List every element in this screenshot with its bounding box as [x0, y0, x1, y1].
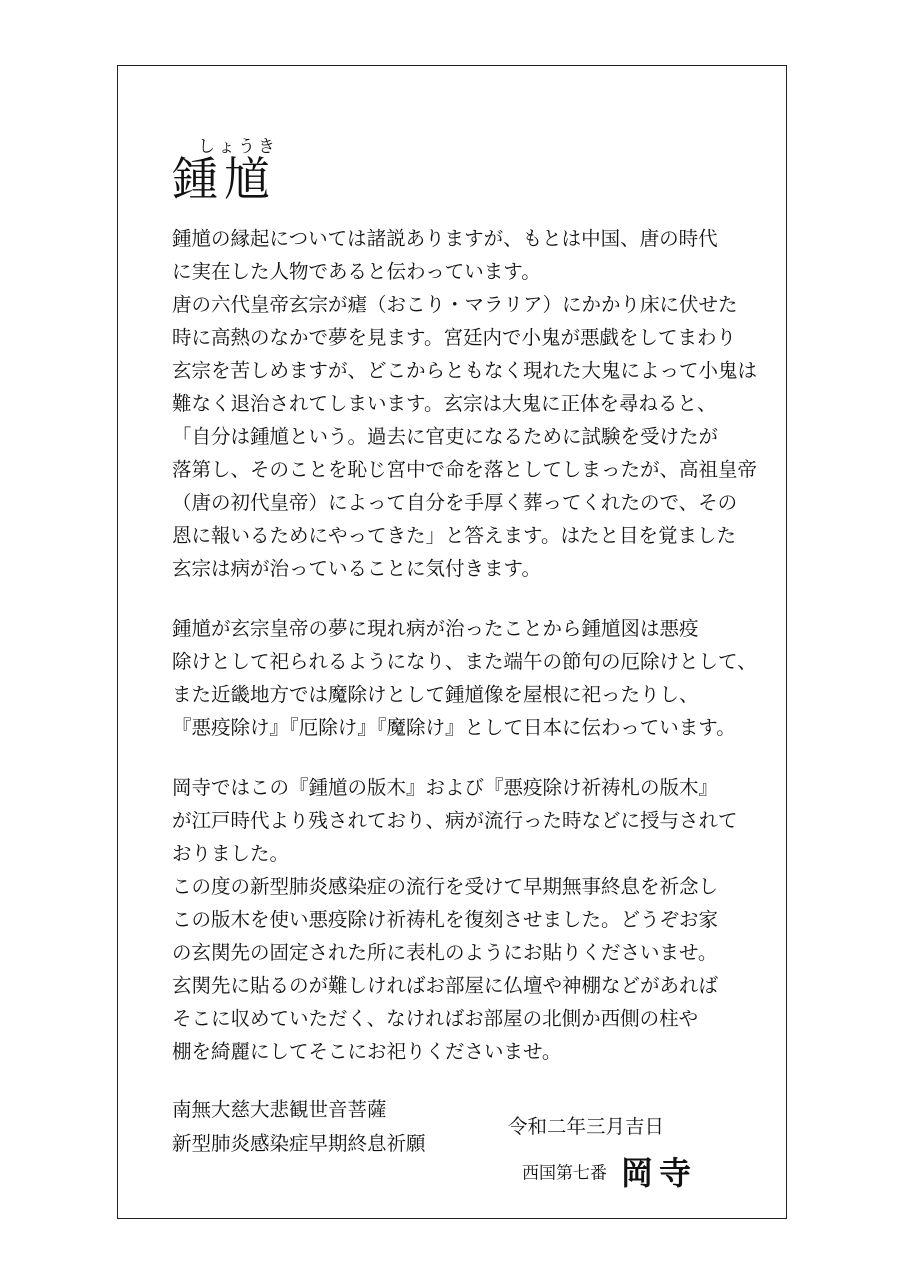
text-line: 落第し、そのことを恥じ宮中で命を落としてしまったが、高祖皇帝 [172, 458, 758, 481]
text-line: 玄宗は病が治っていることに気付きます。 [172, 557, 541, 580]
text-line: おりました。 [172, 842, 290, 865]
text-line: 『悪疫除け』『厄除け』『魔除け』として日本に伝わっています。 [172, 716, 736, 739]
text-line: 「自分は鍾馗という。過去に官吏になるために試験を受けたが [172, 425, 719, 448]
text-line: また近畿地方では魔除けとして鍾馗像を屋根に祀ったりし、 [172, 683, 699, 706]
paragraph-gap [172, 585, 752, 612]
temple-signature [522, 1148, 697, 1194]
paragraph-gap [172, 1068, 752, 1093]
text-line: が江戸時代より残されており、病が流行った時などに授与されて [172, 809, 738, 832]
temple-prefix: 西国第七番 [522, 1163, 607, 1184]
text-line: 鍾馗が玄宗皇帝の夢に現れ病が治ったことから鍾馗図は悪疫 [172, 617, 699, 640]
text-line: 恩に報いるためにやってきた」と答えます。はたと目を覚ました [172, 524, 736, 547]
paragraph-tradition [172, 612, 757, 744]
temple-name: 岡寺 [621, 1154, 698, 1192]
document-body [172, 222, 758, 1161]
title-ruby: しょうき [198, 137, 278, 157]
text-line: （唐の初代皇帝）によって自分を手厚く葬ってくれたので、その [172, 491, 738, 514]
page-title: 鍾馗 [172, 152, 276, 206]
text-line: 時に高熱のなかで夢を見ます。宮廷内で小鬼が悪戯をしてまわり [172, 326, 736, 349]
text-line: 岡寺ではこの『鍾馗の版木』および『悪疫除け祈祷札の版木』 [172, 776, 719, 799]
text-line: に実在した人物であると伝わっています。 [172, 260, 541, 283]
text-line: 除けとして祀られるようになり、また端午の節句の厄除けとして、 [172, 650, 757, 673]
text-line: 難なく退治されてしまいます。玄宗は大鬼に正体を尋ねると、 [172, 392, 717, 415]
text-line: 玄宗を苦しめますが、どこからともなく現れた大鬼によって小鬼は [172, 359, 758, 382]
text-line: 玄関先に貼るのが難しければお部屋に仏壇や神棚などがあれば [172, 974, 719, 997]
paragraph-gap [172, 744, 752, 771]
text-line: この度の新型肺炎感染症の流行を受けて早期無事終息を祈念し [172, 875, 719, 898]
text-line: の玄関先の固定された所に表札のようにお貼りくださいませ。 [172, 941, 718, 964]
text-line: 棚を綺麗にしてそこにお祀りくださいませ。 [172, 1040, 562, 1063]
text-line: そこに収めていただく、なければお部屋の北側か西側の柱や [172, 1007, 699, 1030]
prayer-line: 南無大慈大悲観世音菩薩 [172, 1098, 387, 1121]
paragraph-origin [172, 222, 758, 585]
text-line: 鍾馗の縁起については諸説ありますが、もとは中国、唐の時代 [172, 227, 718, 250]
text-line: この版木を使い悪疫除け祈祷札を復刻させました。どうぞお家 [172, 908, 719, 931]
prayer-line: 新型肺炎感染症早期終息祈願 [172, 1132, 426, 1155]
text-line: 唐の六代皇帝玄宗が瘧（おこり・マラリア）にかかり床に伏せた [172, 293, 738, 316]
paragraph-okadera [172, 771, 752, 1068]
issue-date: 令和二年三月吉日 [508, 1115, 665, 1138]
